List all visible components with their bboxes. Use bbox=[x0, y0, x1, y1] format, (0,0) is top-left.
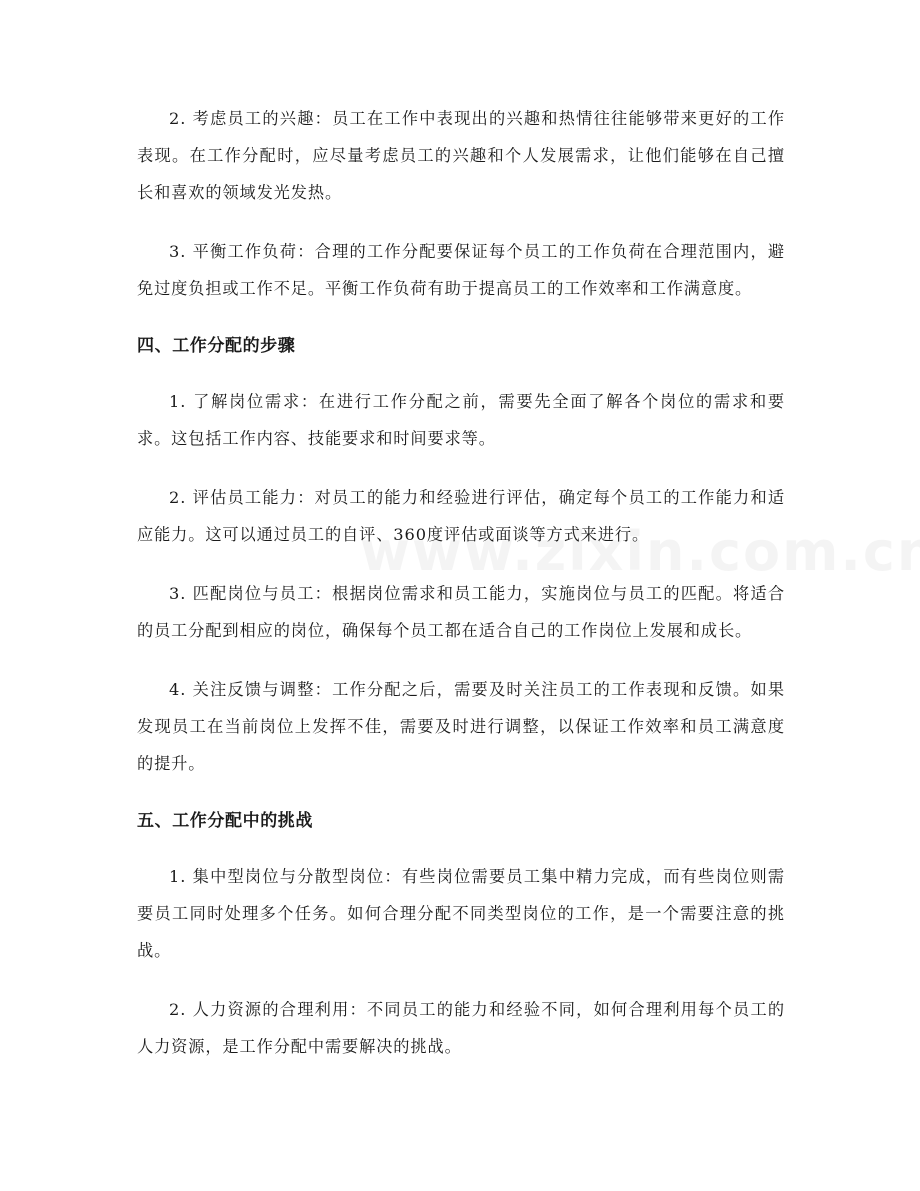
paragraph-human-resources: 2. 人力资源的合理利用：不同员工的能力和经验不同，如何合理利用每个员工的人力资源，是工作分配中需要解决的挑战。 bbox=[137, 1000, 785, 1056]
section-heading-challenges: 五、工作分配中的挑战 bbox=[137, 811, 313, 831]
paragraph-assess-ability: 2. 评估员工能力：对员工的能力和经验进行评估，确定每个员工的工作能力和适应能力。这可以通过员工的自评、360度评估或面谈等方式来进行。 bbox=[137, 488, 785, 544]
paragraph-match-roles: 3. 匹配岗位与员工：根据岗位需求和员工能力，实施岗位与员工的匹配。将适合的员工分配到相应的岗位，确保每个员工都在适合自己的工作岗位上发展和成长。 bbox=[137, 584, 785, 640]
document-body bbox=[137, 100, 785, 1087]
paragraph-understand-needs: 1. 了解岗位需求：在进行工作分配之前，需要先全面了解各个岗位的需求和要求。这包括工作内容、技能要求和时间要求等。 bbox=[137, 392, 785, 448]
paragraph-centralized-distributed: 1. 集中型岗位与分散型岗位：有些岗位需要员工集中精力完成，而有些岗位则需要员工同时处理多个任务。如何合理分配不同类型岗位的工作，是一个需要注意的挑战。 bbox=[137, 867, 785, 960]
paragraph-feedback-adjust: 4. 关注反馈与调整：工作分配之后，需要及时关注员工的工作表现和反馈。如果发现员工在当前岗位上发挥不佳，需要及时进行调整，以保证工作效率和员工满意度的提升。 bbox=[137, 680, 785, 773]
paragraph-balance-workload: 3. 平衡工作负荷：合理的工作分配要保证每个员工的工作负荷在合理范围内，避免过度负担或工作不足。平衡工作负荷有助于提高员工的工作效率和工作满意度。 bbox=[137, 242, 785, 298]
paragraph-consider-interest: 2. 考虑员工的兴趣：员工在工作中表现出的兴趣和热情往往能够带来更好的工作表现。在工作分配时，应尽量考虑员工的兴趣和个人发展需求，让他们能够在自己擅长和喜欢的领域发光发热。 bbox=[137, 109, 785, 202]
section-heading-steps: 四、工作分配的步骤 bbox=[137, 336, 296, 356]
